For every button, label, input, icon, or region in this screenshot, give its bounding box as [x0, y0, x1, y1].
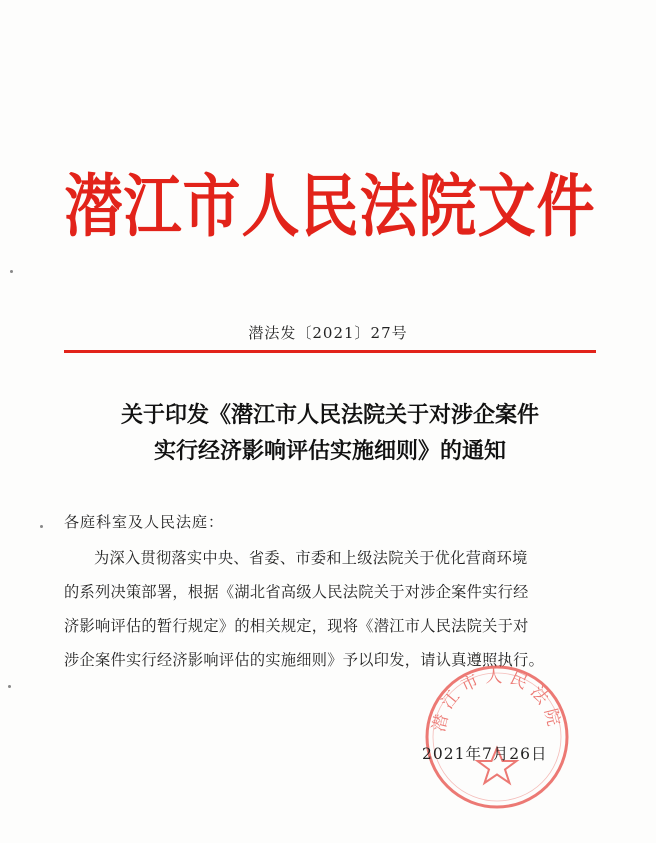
scan-speck	[40, 525, 43, 528]
official-seal	[424, 664, 570, 810]
seal-text-content: 潜江市人民法院	[429, 666, 565, 734]
notice-title-line-2: 实行经济影响评估实施细则》的通知	[153, 438, 506, 464]
issue-date: 2021年7月26日	[422, 745, 548, 763]
scan-speck	[10, 270, 13, 273]
scan-speck	[8, 685, 11, 688]
document-header-title: 潜江市人民法院文件	[64, 166, 596, 247]
body-paragraph	[64, 541, 610, 677]
body-line-4: 涉企案件实行经济影响评估的实施细则》予以印发，请认真遵照执行。	[64, 651, 545, 669]
body-line-1: 为深入贯彻落实中央、省委、市委和上级法院关于优化营商环境	[94, 549, 528, 567]
seal-text	[429, 667, 565, 734]
document-number: 潜法发〔2021〕27号	[248, 324, 408, 342]
notice-title-line-1: 关于印发《潜江市人民法院关于对涉企案件	[120, 402, 539, 428]
addressee: 各庭科室及人民法庭：	[64, 513, 225, 531]
seal-text-path	[429, 667, 565, 734]
red-divider-line	[64, 350, 596, 353]
notice-title	[40, 397, 620, 469]
body-line-3: 济影响评估的暂行规定》的相关规定，现将《潜江市人民法院关于对	[64, 617, 529, 635]
body-line-2: 的系列决策部署，根据《湖北省高级人民法院关于对涉企案件实行经	[64, 583, 529, 601]
